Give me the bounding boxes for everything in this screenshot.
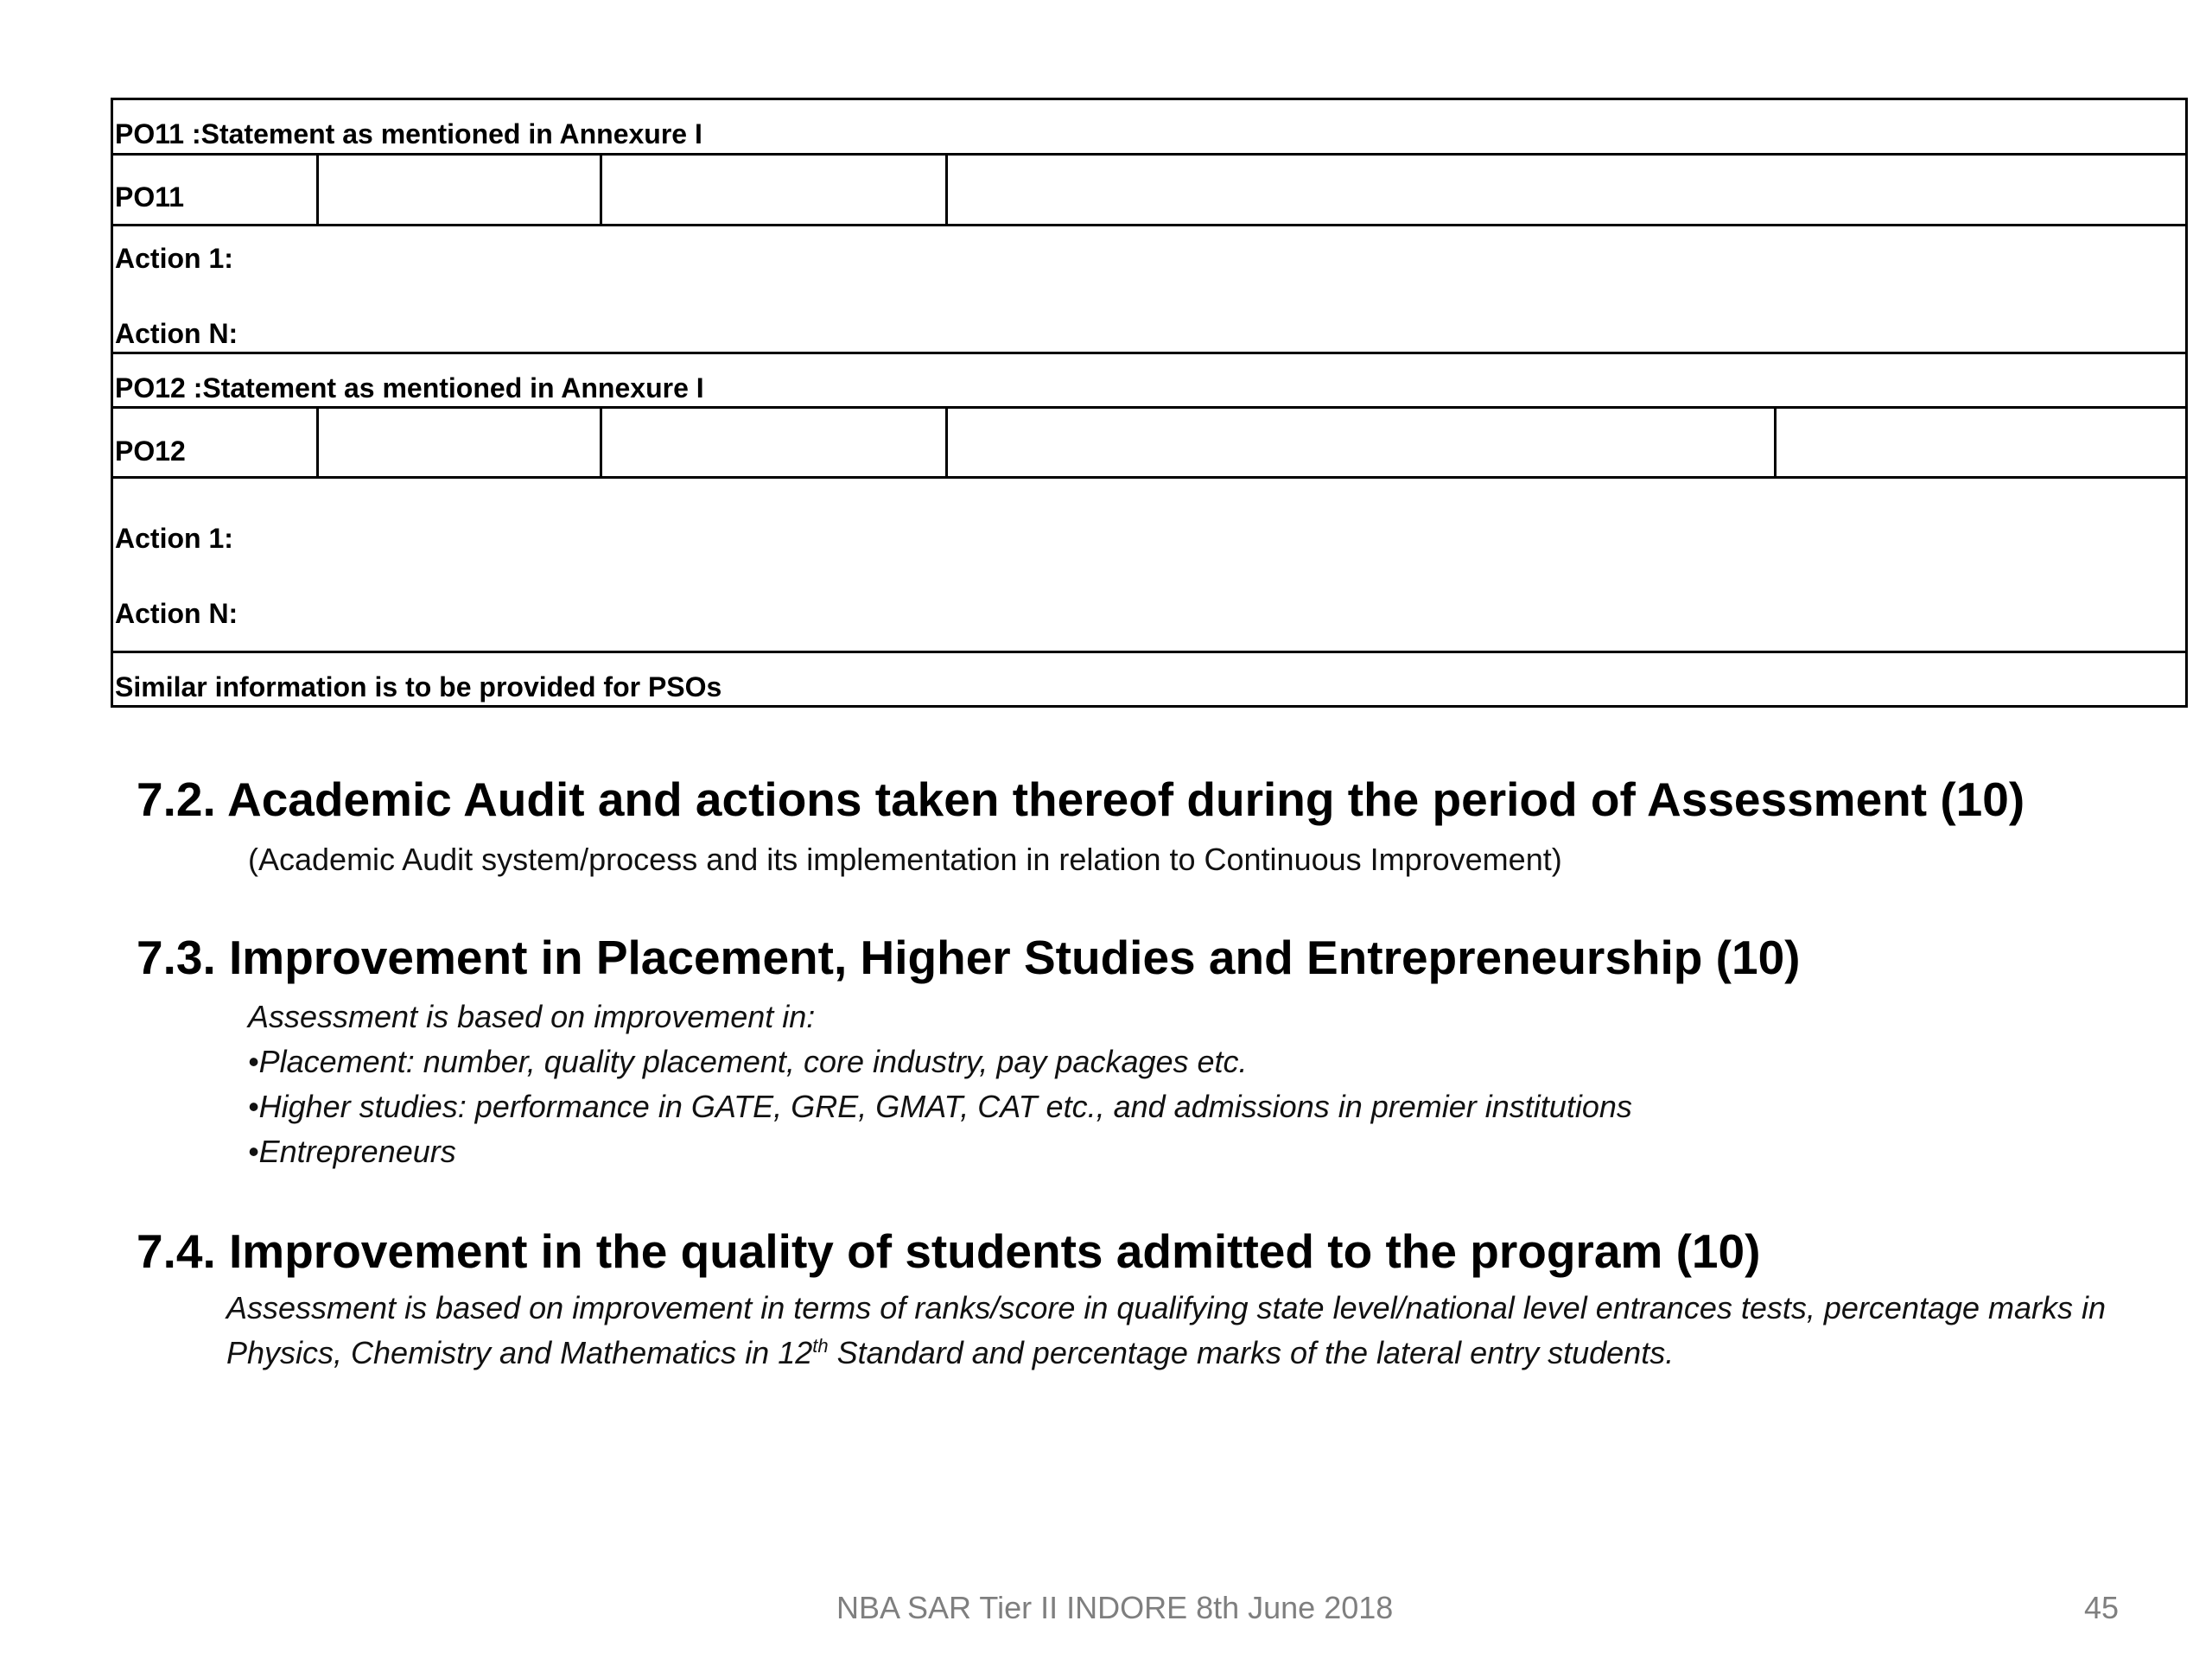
table-divider — [1774, 409, 1777, 476]
page-number: 45 — [2084, 1590, 2120, 1625]
table-divider — [316, 156, 319, 224]
para-text-part2: Standard and percentage marks of the lateral entry students. — [828, 1335, 1675, 1370]
table-divider — [945, 156, 948, 224]
table-divider — [600, 156, 602, 224]
po11-row — [113, 153, 2185, 224]
po11-label: PO11 — [115, 181, 185, 213]
po11-statement: PO11 :Statement as mentioned in Annexure I — [115, 118, 702, 149]
table-divider — [945, 409, 948, 476]
po12-action-1: Action 1: — [115, 523, 233, 554]
section-7-3-intro: Assessment is based on improvement in: — [248, 999, 816, 1034]
para-superscript: th — [812, 1335, 829, 1357]
pso-note: Similar information is to be provided for PSOs — [115, 671, 722, 702]
bullet-entrepreneurs: •Entrepreneurs — [248, 1134, 456, 1169]
po-actions-table — [111, 98, 2188, 708]
para-text-part1: Assessment is based on improvement in terms of ranks/score in qualifying state level/national level entrances tests, percentage marks in Physics, Chemistry and Mathematics in 12 — [226, 1290, 2107, 1370]
po12-statement: PO12 :Statement as mentioned in Annexure I — [115, 372, 704, 404]
po12-action-n: Action N: — [115, 598, 238, 629]
bullet-placement: •Placement: number, quality placement, core industry, pay packages etc. — [248, 1044, 1248, 1079]
table-divider — [316, 409, 319, 476]
po11-action-n: Action N: — [115, 318, 238, 349]
section-7-2-heading: 7.2. Academic Audit and actions taken thereof during the period of Assessment (10) — [137, 772, 2025, 826]
bullet-higher-studies: •Higher studies: performance in GATE, GRE, GMAT, CAT etc., and admissions in premier institutions — [248, 1089, 1632, 1124]
po12-statement-row — [113, 352, 2185, 406]
table-divider — [600, 409, 602, 476]
section-7-4-paragraph — [226, 1286, 2162, 1376]
pso-note-row — [113, 651, 2185, 705]
po12-row — [113, 406, 2185, 476]
po12-label: PO12 — [115, 435, 186, 467]
po11-statement-row — [113, 100, 2185, 153]
footer-text: NBA SAR Tier II INDORE 8th June 2018 — [836, 1590, 1394, 1625]
po12-actions-row — [113, 476, 2185, 651]
po11-actions-row — [113, 224, 2185, 352]
section-7-2-subtext: (Academic Audit system/process and its implementation in relation to Continuous Improvement) — [248, 842, 1562, 877]
section-7-4-heading: 7.4. Improvement in the quality of students admitted to the program (10) — [137, 1224, 1761, 1278]
po11-action-1: Action 1: — [115, 243, 233, 274]
section-7-3-heading: 7.3. Improvement in Placement, Higher Studies and Entrepreneurship (10) — [137, 931, 1801, 984]
